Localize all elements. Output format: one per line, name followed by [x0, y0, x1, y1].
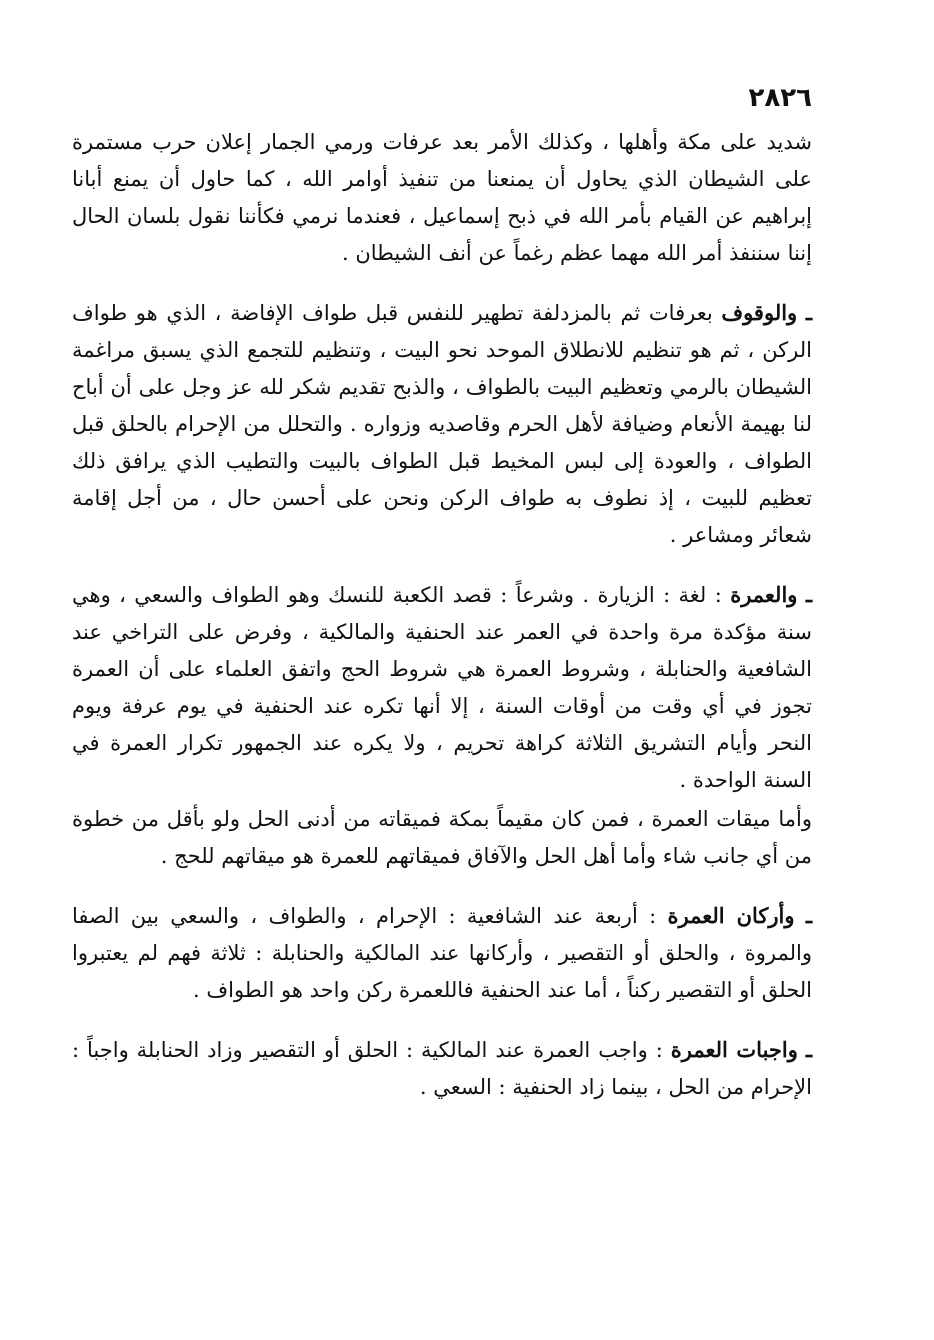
paragraph-arkan [72, 897, 812, 1009]
paragraph-dash: ـ [805, 903, 812, 928]
paragraph-wajibat [72, 1031, 812, 1106]
paragraph-dash: ـ [805, 582, 812, 607]
paragraph-arkan-text: : أربعة عند الشافعية : الإحرام ، والطواف ، والسعي بين الصفا والمروة ، والحلق أو التقصير ، وأركانها عند المالكية والحنابلة : ثلاثة فهم لم يعتبروا الحلق أو التقصير ركناً ، أما عند الحنفية فاللعمرة ركن واحد هو الطواف . [72, 904, 812, 1002]
paragraph-dash: ـ [805, 1037, 812, 1062]
paragraph-wuquf [72, 294, 812, 554]
paragraph-wuquf-text: بعرفات ثم بالمزدلفة تطهير للنفس قبل طواف الإفاضة ، الذي هو طواف الركن ، ثم هو تنظيم للانطلاق الموحد نحو البيت ، وتنظيم للتجمع الذي يسبق مراغمة الشيطان بالرمي وتعظيم البيت بالطواف ، والذبح تقديم شكر لله عز وجل على أن أباح لنا بهيمة الأنعام وضيافة لأهل الحرم وقاصديه وزواره . والتحلل من الإحرام بالحلق قبل الطواف ، والعودة إلى لبس المخيط قبل الطواف بالبيت والتطيب الذي يرافق ذلك تعظيم للبيت ، إذ نطوف به طواف الركن ونحن على أحسن حال ، من أجل إقامة شعائر ومشاعر . [72, 301, 812, 547]
paragraph-dash: ـ [805, 300, 812, 325]
paragraph-term-wajibat: واجبات العمرة [670, 1037, 798, 1062]
page-number: ٢٨٢٦ [748, 83, 812, 113]
paragraph-1-text: شديد على مكة وأهلها ، وكذلك الأمر بعد عرفات ورمي الجمار إعلان حرب مستمرة على الشيطان الذي يحاول أن يمنعنا من تنفيذ أوامر الله ، كما حاول أن يمنع أبانا إبراهيم عن القيام بأمر الله في ذبح إسماعيل ، فعندما نرمي فكأننا نقول بلسان الحال إننا سننفذ أمر الله مهما عظم رغماً عن أنف الشيطان . [72, 130, 812, 265]
paragraph-term-wuquf: والوقوف [721, 300, 798, 325]
paragraph-term-arkan: وأركان العمرة [667, 903, 795, 928]
paragraph-miqat [72, 801, 812, 875]
paragraph-miqat-text: وأما ميقات العمرة ، فمن كان مقيماً بمكة فميقاته من أدنى الحل ولو بأقل من خطوة من أي جانب شاء وأما أهل الحل والآفاق فميقاتهم للعمرة هو ميقاتهم للحج . [72, 807, 812, 868]
paragraph-wajibat-text: : واجب العمرة عند المالكية : الحلق أو التقصير وزاد الحنابلة واجباً : الإحرام من الحل ، بينما زاد الحنفية : السعي . [72, 1038, 812, 1099]
document-page [72, 80, 812, 1128]
paragraph-umrah [72, 576, 812, 799]
paragraph-term-umrah: والعمرة [730, 582, 798, 607]
paragraph-umrah-text: : لغة : الزيارة . وشرعاً : قصد الكعبة للنسك وهو الطواف والسعي ، وهي سنة مؤكدة مرة واحدة في العمر عند الحنفية والمالكية ، وفرض على التراخي عند الشافعية والحنابلة ، وشروط العمرة هي شروط الحج واتفق العلماء على أن العمرة تجوز في أي وقت من أوقات السنة ، إلا أنها تكره عند الحنفية في يوم عرفة ويوم النحر وأيام التشريق الثلاثة كراهة تحريم ، ولا يكره عند الجمهور تكرار العمرة في السنة الواحدة . [72, 583, 812, 792]
paragraph-1 [72, 124, 812, 272]
